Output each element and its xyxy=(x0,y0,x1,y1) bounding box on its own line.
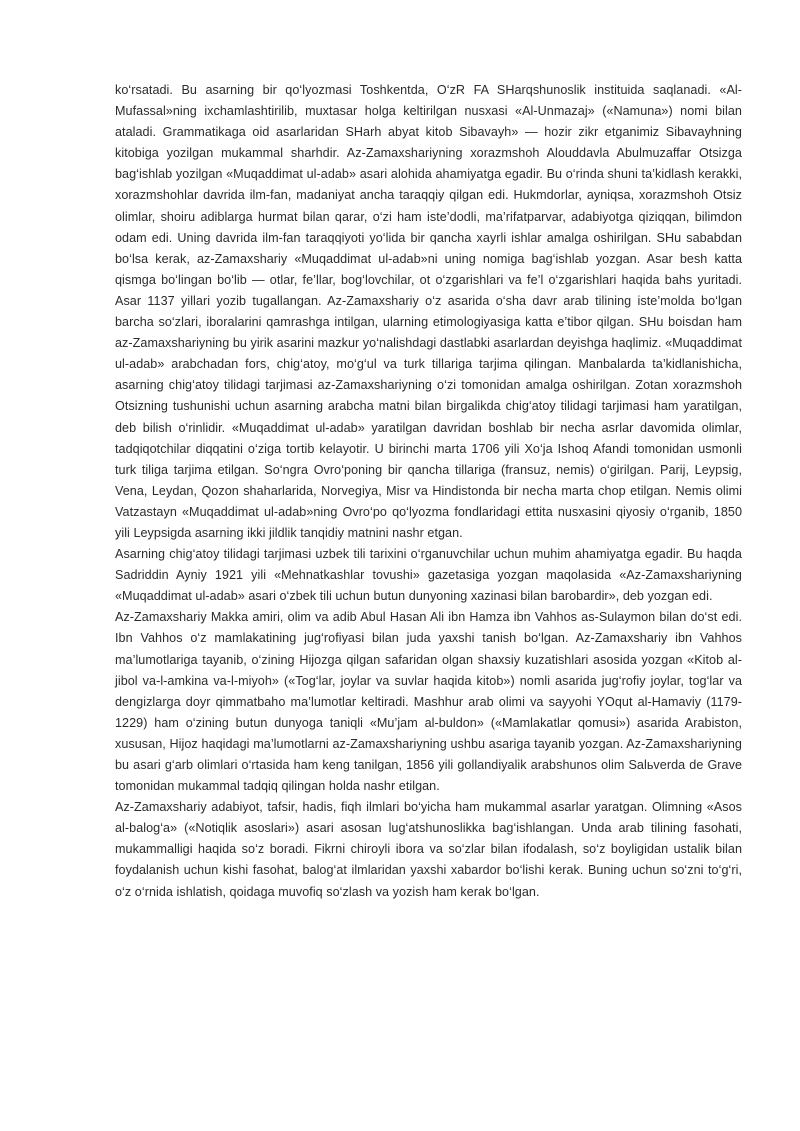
paragraph-3: Az-Zamaxshariy Makka amiri, olim va adib Abul Hasan Ali ibn Hamza ibn Vahhos as-Sulaymon bilan do‘st edi. Ibn Vahhos o‘z mamlakatining jug‘rofiyasi bilan juda yaxshi tanish bo‘lgan. Az-Zamaxshariy ibn Vahhos ma’lumotlariga tayanib, o‘zining Hijozga qilgan safaridan olgan shaxsiy kuzatishlari asosida yozgan «Kitob al-jibol va-l-amkina va-l-miyoh» («Tog‘lar, joylar va suvlar haqida kitob») nomli asarida jug‘rofiy joylar, tog‘lar va dengizlarga doyr qimmatbaho ma’lumotlar keltiradi. Mashhur arab olimi va sayyohi YOqut al-Hamaviy (1179-1229) ham o‘zining butun dunyoga taniqli «Mu’jam al-buldon» («Mamlakatlar qomusi») asarida Arabiston, xususan, Hijoz haqidagi ma’lumotlarni az-Zamaxshariyning ushbu asariga tayanib yozgan. Az-Zamaxshariyning bu asari g‘arb olimlari o‘rtasida ham keng tanilgan, 1856 yili gollandiyalik arabshunos olim Salьverda de Grave tomonidan mukammal tadqiq qilingan holda nashr etilgan. xyxy=(115,610,742,794)
paragraph-2: Asarning chig‘atoy tilidagi tarjimasi uzbek tili tarixini o‘rganuvchilar uchun muhim ahamiyatga egadir. Bu haqda Sadriddin Ayniy 1921 yili «Mehnatkashlar tovushi» gazetasiga yozgan maqolasida «Az-Zamaxshariyning «Muqaddimat ul-adab» asari o‘zbek tili uchun butun dunyoning xazinasi bilan barobardir», deb yozgan edi. xyxy=(115,547,742,604)
paragraph-1: ko‘rsatadi. Bu asarning bir qo‘lyozmasi Toshkentda, O‘zR FA SHarqshunoslik instituida saqlanadi. «Al-Mufassal»ning ixchamlashtirilib, muxtasar holga keltirilgan nusxasi «Al-Unmazaj» («Namuna») nomi bilan ataladi. Grammatikaga oid asarlaridan SHarh abyat kitob Sibavayh» — hozir zikr etganimiz Sibavayhning kitobiga yozilgan mukammal sharhdir. Az-Zamaxshariyning xorazmshoh Alouddavla Abulmuzaffar Otsizga bag‘ishlab yozilgan «Muqaddimat ul-adab» asari alohida ahamiyatga egadir. Bu o‘rinda shuni ta’kidlash kerakki, xorazmshohlar davrida ilm-fan, madaniyat ancha taraqqiy qilgan edi. Hukmdorlar, ayniqsa, xorazmshoh Otsiz olimlar, shoiru adiblarga hurmat bilan qarar, o‘zi ham iste’dodli, ma’rifatparvar, adabiyotga qiziqqan, bilimdon odam edi. Uning davrida ilm-fan taraqqiyoti yo‘lida bir qancha xayrli ishlar amalga oshirilgan. SHu sababdan bo‘lsa kerak, az-Zamaxshariy «Muqaddimat ul-adab»ni uning nomiga bag‘ishlab yozgan. Asar besh katta qismga bo‘lingan bo‘lib — otlar, fe’llar, bog‘lovchilar, ot o‘zgarishlari va fe’l o‘zgarishlari haqida bahs yuritadi. Asar 1137 yillari yozib tugallangan. Az-Zamaxshariy o‘z asarida o‘sha davr arab tilining iste’molda bo‘lgan barcha so‘zlari, iboralarini qamrashga intilgan, ularning etimologiyasiga katta e’tibor qilgan. SHu boisdan ham az-Zamaxshariyning bu yirik asarini mazkur yo‘nalishdagi dastlabki asarlardan deyishga haqlimiz. «Muqaddimat ul-adab» arabchadan fors, chig‘atoy, mo‘g‘ul va turk tillariga tarjima qilingan. Manbalarda ta’kidlanishicha, asarning chig‘atoy tilidagi tarjimasi az-Zamaxshariyning o‘zi tomonidan amalga oshirilgan. Zotan xorazmshoh Otsizning tushunishi uchun asarning arabcha matni bilan birgalikda chig‘atoy tilidagi tarjimasi ham yaratilgan, deb bilish o‘rinlidir. «Muqaddimat ul-adab» yaratilgan davridan boshlab bir necha asrlar davomida olimlar, tadqiqotchilar diqqatini o‘ziga tortib kelayotir. U birinchi marta 1706 yili Xo‘ja Ishoq Afandi tomonidan usmonli turk tiliga tarjima etilgan. So‘ngra Ovro‘poning bir qancha tillariga (fransuz, nemis) o‘girilgan. Parij, Leypsig, Vena, Leydan, Qozon shaharlarida, Norvegiya, Misr va Hindistonda bir necha marta chop etilgan. Nemis olimi Vatzastayn «Muqaddimat ul-adab»ning Ovro‘po qo‘lyozma fondlaridagi ettita nusxasini qiyosiy o‘rganib, 1850 yili Leypsigda asarning ikki jildlik tanqidiy matnini nashr etgan. xyxy=(115,83,742,540)
paragraph-4: Az-Zamaxshariy adabiyot, tafsir, hadis, fiqh ilmlari bo‘yicha ham mukammal asarlar yaratgan. Olimning «Asos al-balog‘a» («Notiqlik asoslari») asari asosan lug‘atshunoslikka bag‘ishlangan. Unda arab tilining fasohati, mukammalligi haqida so‘z boradi. Fikrni chiroyli ibora va so‘zlar bilan ifodalash, so‘z boyligidan ustalik bilan foydalanish uchun kishi fasohat, balog‘at ilmlaridan yaxshi xabardor bo‘lishi kerak. Buning uchun so‘zni to‘g‘ri, o‘z o‘rnida ishlatish, qoidaga muvofiq so‘zlash va yozish ham kerak bo‘lgan. xyxy=(115,800,742,899)
document-page xyxy=(115,80,742,903)
